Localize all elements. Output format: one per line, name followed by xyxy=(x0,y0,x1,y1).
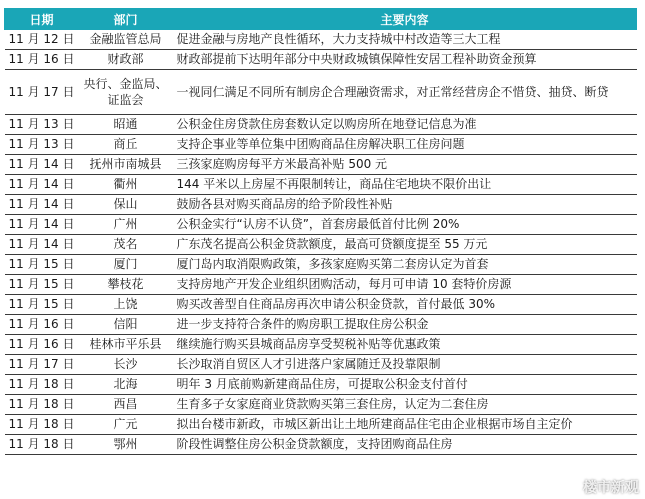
table-row xyxy=(5,435,637,455)
row-content: 广东茂名提高公积金贷款额度，最高可贷额度提至 55 万元 xyxy=(173,235,637,255)
row-date: 11 月 15 日 xyxy=(5,255,79,275)
row-dept: 广州 xyxy=(79,215,173,235)
row-dept: 广元 xyxy=(79,415,173,435)
table-row xyxy=(5,295,637,315)
table-row xyxy=(5,195,637,215)
row-date: 11 月 15 日 xyxy=(5,275,79,295)
row-dept: 厦门 xyxy=(79,255,173,275)
table-row xyxy=(5,50,637,70)
row-date: 11 月 15 日 xyxy=(5,295,79,315)
table-row xyxy=(5,135,637,155)
row-dept: 北海 xyxy=(79,375,173,395)
row-date: 11 月 13 日 xyxy=(5,135,79,155)
row-dept: 茂名 xyxy=(79,235,173,255)
table-row xyxy=(5,215,637,235)
row-dept: 商丘 xyxy=(79,135,173,155)
row-content: 支持房地产开发企业组织团购活动，每月可申请 10 套特价房源 xyxy=(173,275,637,295)
row-content: 鼓励各县对购买商品房的给予阶段性补贴 xyxy=(173,195,637,215)
row-content: 促进金融与房地产良性循环，大力支持城中村改造等三大工程 xyxy=(173,30,637,50)
table-row xyxy=(5,415,637,435)
row-content: 生育多子女家庭商业贷款购买第三套住房，认定为二套住房 xyxy=(173,395,637,415)
row-content: 厦门岛内取消限购政策，多孩家庭购买第二套房认定为首套 xyxy=(173,255,637,275)
row-content: 一视同仁满足不同所有制房企合理融资需求，对正常经营房企不惜贷、抽贷、断贷 xyxy=(173,70,637,115)
row-content: 阶段性调整住房公积金贷款额度，支持团购商品住房 xyxy=(173,435,637,455)
row-dept: 上饶 xyxy=(79,295,173,315)
row-content: 公积金住房贷款住房套数认定以购房所在地登记信息为准 xyxy=(173,115,637,135)
header-content: 主要内容 xyxy=(173,9,637,30)
row-dept: 桂林市平乐县 xyxy=(79,335,173,355)
table-row xyxy=(5,115,637,135)
row-dept: 金融监管总局 xyxy=(79,30,173,50)
row-date: 11 月 14 日 xyxy=(5,235,79,255)
table-row xyxy=(5,375,637,395)
row-content: 拟出台楼市新政，市城区新出让土地所建商品住宅由企业根据市场自主定价 xyxy=(173,415,637,435)
row-dept: 鄂州 xyxy=(79,435,173,455)
row-date: 11 月 18 日 xyxy=(5,435,79,455)
row-dept: 保山 xyxy=(79,195,173,215)
watermark-text: 楼市新观 xyxy=(583,480,639,496)
header-dept: 部门 xyxy=(79,9,173,30)
row-date: 11 月 16 日 xyxy=(5,50,79,70)
row-date: 11 月 12 日 xyxy=(5,30,79,50)
row-content: 财政部提前下达明年部分中央财政城镇保障性安居工程补助资金预算 xyxy=(173,50,637,70)
table-row xyxy=(5,255,637,275)
row-date: 11 月 13 日 xyxy=(5,115,79,135)
table-row xyxy=(5,30,637,50)
table-row xyxy=(5,355,637,375)
row-date: 11 月 14 日 xyxy=(5,155,79,175)
row-content: 144 平米以上房屋不再限制转让，商品住宅地块不限价出让 xyxy=(173,175,637,195)
row-dept: 抚州市南城县 xyxy=(79,155,173,175)
table-row xyxy=(5,155,637,175)
policy-table xyxy=(4,8,637,455)
header-row xyxy=(5,9,637,30)
row-content: 公积金实行“认房不认贷”，首套房最低首付比例 20% xyxy=(173,215,637,235)
row-date: 11 月 14 日 xyxy=(5,215,79,235)
row-dept: 长沙 xyxy=(79,355,173,375)
row-dept: 衢州 xyxy=(79,175,173,195)
row-dept: 攀枝花 xyxy=(79,275,173,295)
row-dept: 财政部 xyxy=(79,50,173,70)
table-row xyxy=(5,235,637,255)
table-row xyxy=(5,315,637,335)
row-content: 进一步支持符合条件的购房职工提取住房公积金 xyxy=(173,315,637,335)
row-content: 继续施行购买县城商品房享受契税补贴等优惠政策 xyxy=(173,335,637,355)
row-date: 11 月 16 日 xyxy=(5,315,79,335)
table-row xyxy=(5,275,637,295)
row-content: 长沙取消自贸区人才引进落户家属随迁及投靠限制 xyxy=(173,355,637,375)
row-content: 三孩家庭购房每平方米最高补贴 500 元 xyxy=(173,155,637,175)
row-dept: 信阳 xyxy=(79,315,173,335)
row-date: 11 月 18 日 xyxy=(5,395,79,415)
row-dept: 昭通 xyxy=(79,115,173,135)
row-date: 11 月 14 日 xyxy=(5,175,79,195)
row-date: 11 月 18 日 xyxy=(5,375,79,395)
table-row xyxy=(5,335,637,355)
header-date: 日期 xyxy=(5,9,79,30)
row-date: 11 月 17 日 xyxy=(5,70,79,115)
row-dept: 央行、金监局、证监会 xyxy=(79,70,173,115)
row-date: 11 月 18 日 xyxy=(5,415,79,435)
row-date: 11 月 17 日 xyxy=(5,355,79,375)
table-row xyxy=(5,175,637,195)
row-date: 11 月 14 日 xyxy=(5,195,79,215)
row-dept: 西昌 xyxy=(79,395,173,415)
row-content: 支持企事业等单位集中团购商品住房解决职工住房问题 xyxy=(173,135,637,155)
row-date: 11 月 16 日 xyxy=(5,335,79,355)
row-content: 购买改善型自住商品房再次申请公积金贷款，首付最低 30% xyxy=(173,295,637,315)
table-row xyxy=(5,70,637,115)
row-content: 明年 3 月底前购新建商品住房，可提取公积金支付首付 xyxy=(173,375,637,395)
table-row xyxy=(5,395,637,415)
